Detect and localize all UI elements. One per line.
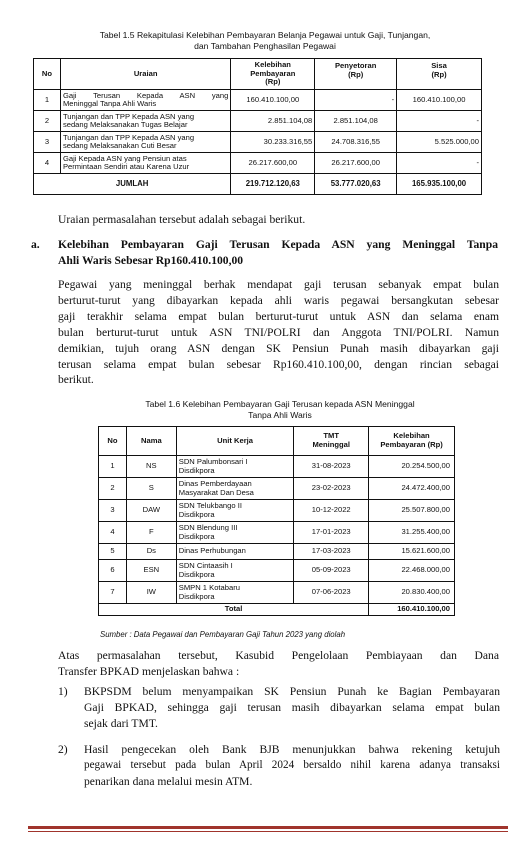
table2-header-no: No <box>99 427 127 456</box>
table2-cell-no: 6 <box>99 560 127 582</box>
table-row <box>99 560 455 582</box>
table2-header-tmt-1: TMT <box>323 431 340 441</box>
table2-cell-nama: ESN <box>126 560 176 582</box>
table2-cell-unit-1: Dinas Pemberdayaan <box>178 479 252 489</box>
table1-header-penyetoran-1: Penyetoran <box>334 61 377 70</box>
list-item-line: pegawai tersebut pada bulan April 2024 bersaldo nihil karena adanya transaksi <box>84 758 500 771</box>
table2-cell-no: 2 <box>99 478 127 500</box>
table2-cell-nilai: 15.621.600,00 <box>369 544 455 560</box>
table2-cell-tmt: 07-06-2023 <box>294 582 369 604</box>
list-item-line: BKPSDM belum menyampaikan SK Pensiun Punah ke Bagian Pembayaran <box>84 685 500 698</box>
table2-cell-no: 1 <box>99 456 127 478</box>
table1-cell-uraian <box>60 111 230 132</box>
table1-cell-uraian-2: sedang Melaksanakan Cuti Besar <box>62 141 177 150</box>
table2-header-kelebihan <box>369 427 455 456</box>
section-a-heading <box>31 237 498 269</box>
table1-header-sisa-2: (Rp) <box>431 69 447 79</box>
table1-total-label: JUMLAH <box>34 174 231 195</box>
table-row <box>99 500 455 522</box>
table2-cell-nama: DAW <box>126 500 176 522</box>
table1-cell-kelebihan: 2.851.104,08 <box>231 111 315 132</box>
table2-cell-unit-1: SDN Blendung III <box>178 523 238 533</box>
table1-cell-uraian-1: Gaji Kepada ASN yang Pensiun atas <box>62 153 187 163</box>
table-row <box>34 132 482 153</box>
list-item-number: 1) <box>58 685 68 698</box>
table1-cell-penyetoran: 24.708.316,55 <box>315 132 397 153</box>
table2-cell-unit <box>176 500 294 522</box>
paragraph-line: terusan selama empat bulan sebesar Rp160.410.100,00, dengan rincian sebagai <box>58 357 499 371</box>
table2-cell-tmt: 17-03-2023 <box>294 544 369 560</box>
table-row <box>99 478 455 500</box>
table2-cell-unit-2: Disdikpora <box>178 465 215 475</box>
table-row <box>34 111 482 132</box>
table1-cell-penyetoran: - <box>315 90 397 111</box>
table1-header-penyetoran-2: (Rp) <box>348 69 364 79</box>
table1-cell-sisa: - <box>397 111 482 132</box>
table1-cell-kelebihan: 160.410.100,00 <box>231 90 315 111</box>
table1-header-uraian: Uraian <box>60 59 230 90</box>
intro-text: Uraian permasalahan tersebut adalah sebagai berikut. <box>58 213 306 226</box>
table2-cell-unit <box>176 478 294 500</box>
section-a-letter: a. <box>31 238 40 251</box>
table1-caption-line1: Tabel 1.5 Rekapitulasi Kelebihan Pembayaran Belanja Pegawai untuk Gaji, Tunjangan, <box>99 30 431 40</box>
table1-cell-no: 3 <box>34 132 61 153</box>
table2-cell-unit <box>176 456 294 478</box>
table2-header-tmt <box>294 427 369 456</box>
table2-cell-no: 7 <box>99 582 127 604</box>
table1-cell-uraian <box>60 90 230 111</box>
table2-cell-nama: IW <box>126 582 176 604</box>
table2-cell-unit-1: SDN Telukbango II <box>178 501 242 511</box>
list-item-line: Hasil pengecekan oleh Bank BJB menunjukkan bahwa rekening ketujuh <box>84 743 500 756</box>
table2-source: Sumber : Data Pegawai dan Pembayaran Gaji Tahun 2023 yang diolah <box>100 630 346 639</box>
table1-header-sisa <box>397 59 482 90</box>
paragraph-line: demikian, tujuh orang ASN dengan SK Pensiun Punah masih dibayarkan gaji <box>58 341 499 355</box>
table2-cell-unit <box>176 522 294 544</box>
table2-cell-no: 5 <box>99 544 127 560</box>
table1-cell-uraian-2: sedang Melaksanakan Tugas Belajar <box>62 120 188 129</box>
table2-cell-tmt: 23-02-2023 <box>294 478 369 500</box>
table1-header-row <box>34 59 482 90</box>
table2-cell-nilai: 31.255.400,00 <box>369 522 455 544</box>
table2-cell-nilai: 22.468.000,00 <box>369 560 455 582</box>
table2-cell-nama: Ds <box>126 544 176 560</box>
table1-cell-uraian <box>60 132 230 153</box>
table2-cell-nilai: 24.472.400,00 <box>369 478 455 500</box>
table2-cell-nilai: 20.254.500,00 <box>369 456 455 478</box>
table2-cell-unit-1: SDN Palumbonsari I <box>178 457 248 467</box>
table-row <box>99 544 455 560</box>
table2-cell-nama: NS <box>126 456 176 478</box>
table2-cell-no: 3 <box>99 500 127 522</box>
table1-header-kelebihan-1: Kelebihan <box>254 60 291 70</box>
table1-cell-kelebihan: 30.233.316,55 <box>231 132 315 153</box>
paragraph-line: bulan berturut-turut untuk ASN TNI/POLRI dan Anggota TNI/POLRI. Namun <box>58 325 499 339</box>
table1-total-row <box>34 174 482 195</box>
table1-cell-sisa: - <box>397 153 482 174</box>
table2-header-kelebihan-1: Kelebihan <box>393 431 430 441</box>
table2-header-nama: Nama <box>126 427 176 456</box>
table2-cell-unit <box>176 582 294 604</box>
table1-total-sisa: 165.935.100,00 <box>397 174 482 195</box>
table2-cell-nama: F <box>126 522 176 544</box>
list-item <box>58 742 500 790</box>
table2-cell-unit-2: Disdikpora <box>178 531 215 541</box>
table1-cell-no: 2 <box>34 111 61 132</box>
table-row <box>34 90 482 111</box>
paragraph-line: berturut-turut yang dibayarkan kepada ahli waris pegawai bersangkutan sebesar <box>58 293 499 307</box>
table2-cell-unit-1: SDN Cintaasih I <box>178 561 233 571</box>
table-row <box>99 582 455 604</box>
table1-header-sisa-1: Sisa <box>431 61 447 70</box>
table2-cell-nama: S <box>126 478 176 500</box>
section-a-paragraph <box>58 277 499 388</box>
table1-header-kelebihan <box>231 59 315 90</box>
table2-cell-unit <box>176 560 294 582</box>
table2-caption <box>80 399 480 420</box>
table1-cell-uraian-1: Tunjangan dan TPP Kepada ASN yang <box>62 111 195 121</box>
table2-cell-unit-2: Masyarakat Dan Desa <box>178 487 254 497</box>
table1-header-penyetoran <box>315 59 397 90</box>
table2-header-unit: Unit Kerja <box>176 427 294 456</box>
table2-cell-unit-2: Disdikpora <box>178 509 215 519</box>
table2-header-row <box>99 427 455 456</box>
footer-rule-thin <box>28 831 508 832</box>
table2-total-label: Total <box>99 604 369 616</box>
table2-cell-no: 4 <box>99 522 127 544</box>
table2-caption-line2: Tanpa Ahli Waris <box>248 409 312 420</box>
table2-cell-nilai: 20.830.400,00 <box>369 582 455 604</box>
table-row <box>99 456 455 478</box>
table1-cell-uraian-2: Meninggal Tanpa Ahli Waris <box>62 99 157 108</box>
table2-total-nilai: 160.410.100,00 <box>369 604 455 616</box>
table1-cell-sisa: 160.410.100,00 <box>397 90 482 111</box>
table2-cell-tmt: 10-12-2022 <box>294 500 369 522</box>
table1-cell-uraian-1: Tunjangan dan TPP Kepada ASN yang <box>62 132 195 142</box>
table1-cell-uraian <box>60 153 230 174</box>
table1-header-kelebihan-3: (Rp) <box>265 77 281 87</box>
table2-cell-unit <box>176 544 294 560</box>
table2-cell-unit-2: Disdikpora <box>178 591 215 601</box>
table1 <box>33 58 482 195</box>
list-item-line: sejak dari TMT. <box>84 716 158 730</box>
table-row <box>34 153 482 174</box>
table1-cell-sisa: 5.525.000,00 <box>397 132 482 153</box>
table2-header-tmt-2: Meninggal <box>312 440 350 449</box>
table1-cell-penyetoran: 2.851.104,08 <box>315 111 397 132</box>
table1-cell-no: 4 <box>34 153 61 174</box>
table2-cell-nilai: 25.507.800,00 <box>369 500 455 522</box>
table1-cell-no: 1 <box>34 90 61 111</box>
table1-caption-line2: dan Tambahan Penghasilan Pegawai <box>194 40 336 51</box>
table1-header-kelebihan-2: Pembayaran <box>250 68 296 78</box>
section-a-heading-line1: Kelebihan Pembayaran Gaji Terusan Kepada ASN yang Meninggal Tanpa <box>58 238 498 251</box>
table2-cell-tmt: 05-09-2023 <box>294 560 369 582</box>
table2-cell-unit-2: Disdikpora <box>178 569 215 579</box>
paragraph-line: gaji terakhir selama empat bulan berturut-turut untuk ASN dan selama enam <box>58 309 499 323</box>
table1-total-penyetoran: 53.777.020,63 <box>315 174 397 195</box>
paragraph-line: Transfer BPKAD menjelaskan bahwa : <box>58 664 240 678</box>
table1-total-kelebihan: 219.712.120,63 <box>231 174 315 195</box>
list-item-number: 2) <box>58 743 68 756</box>
table2-cell-tmt: 17-01-2023 <box>294 522 369 544</box>
paragraph-line: Atas permasalahan tersebut, Kasubid Pengelolaan Pembiayaan dan Dana <box>58 649 499 662</box>
section-a-heading-line2: Ahli Waris Sebesar Rp160.410.100,00 <box>58 253 244 267</box>
table2-cell-unit-1: Dinas Perhubungan <box>178 546 246 556</box>
paragraph-line: berikut. <box>58 373 94 387</box>
footer-rule-thick <box>28 826 508 829</box>
table2 <box>98 426 455 616</box>
table1-cell-penyetoran: 26.217.600,00 <box>315 153 397 174</box>
table1-caption <box>20 30 510 51</box>
list-item <box>58 684 500 732</box>
table1-cell-kelebihan: 26.217.600,00 <box>231 153 315 174</box>
table-row <box>99 522 455 544</box>
paragraph-line: Pegawai yang meninggal berhak mendapat gaji terusan sebanyak empat bulan <box>58 278 499 291</box>
table2-header-kelebihan-2: Pembayaran (Rp) <box>380 440 443 449</box>
table2-cell-tmt: 31-08-2023 <box>294 456 369 478</box>
table1-cell-uraian-2: Permintaan Sendiri atau Karena Uzur <box>62 162 190 171</box>
table1-cell-uraian-1: Gaji Terusan Kepada ASN yang <box>62 90 229 100</box>
table2-caption-line1: Tabel 1.6 Kelebihan Pembayaran Gaji Terusan kepada ASN Meninggal <box>145 399 415 409</box>
table2-total-row <box>99 604 455 616</box>
table2-cell-unit-1: SMPN 1 Kotabaru <box>178 583 240 593</box>
list-item-line: Gaji BPKAD, sehingga gaji terusan masih dibayarkan selama empat bulan <box>84 700 500 714</box>
after-paragraph <box>58 648 499 680</box>
list-item-line: penarikan dana melalui mesin ATM. <box>84 774 253 788</box>
table1-header-no: No <box>34 59 61 90</box>
